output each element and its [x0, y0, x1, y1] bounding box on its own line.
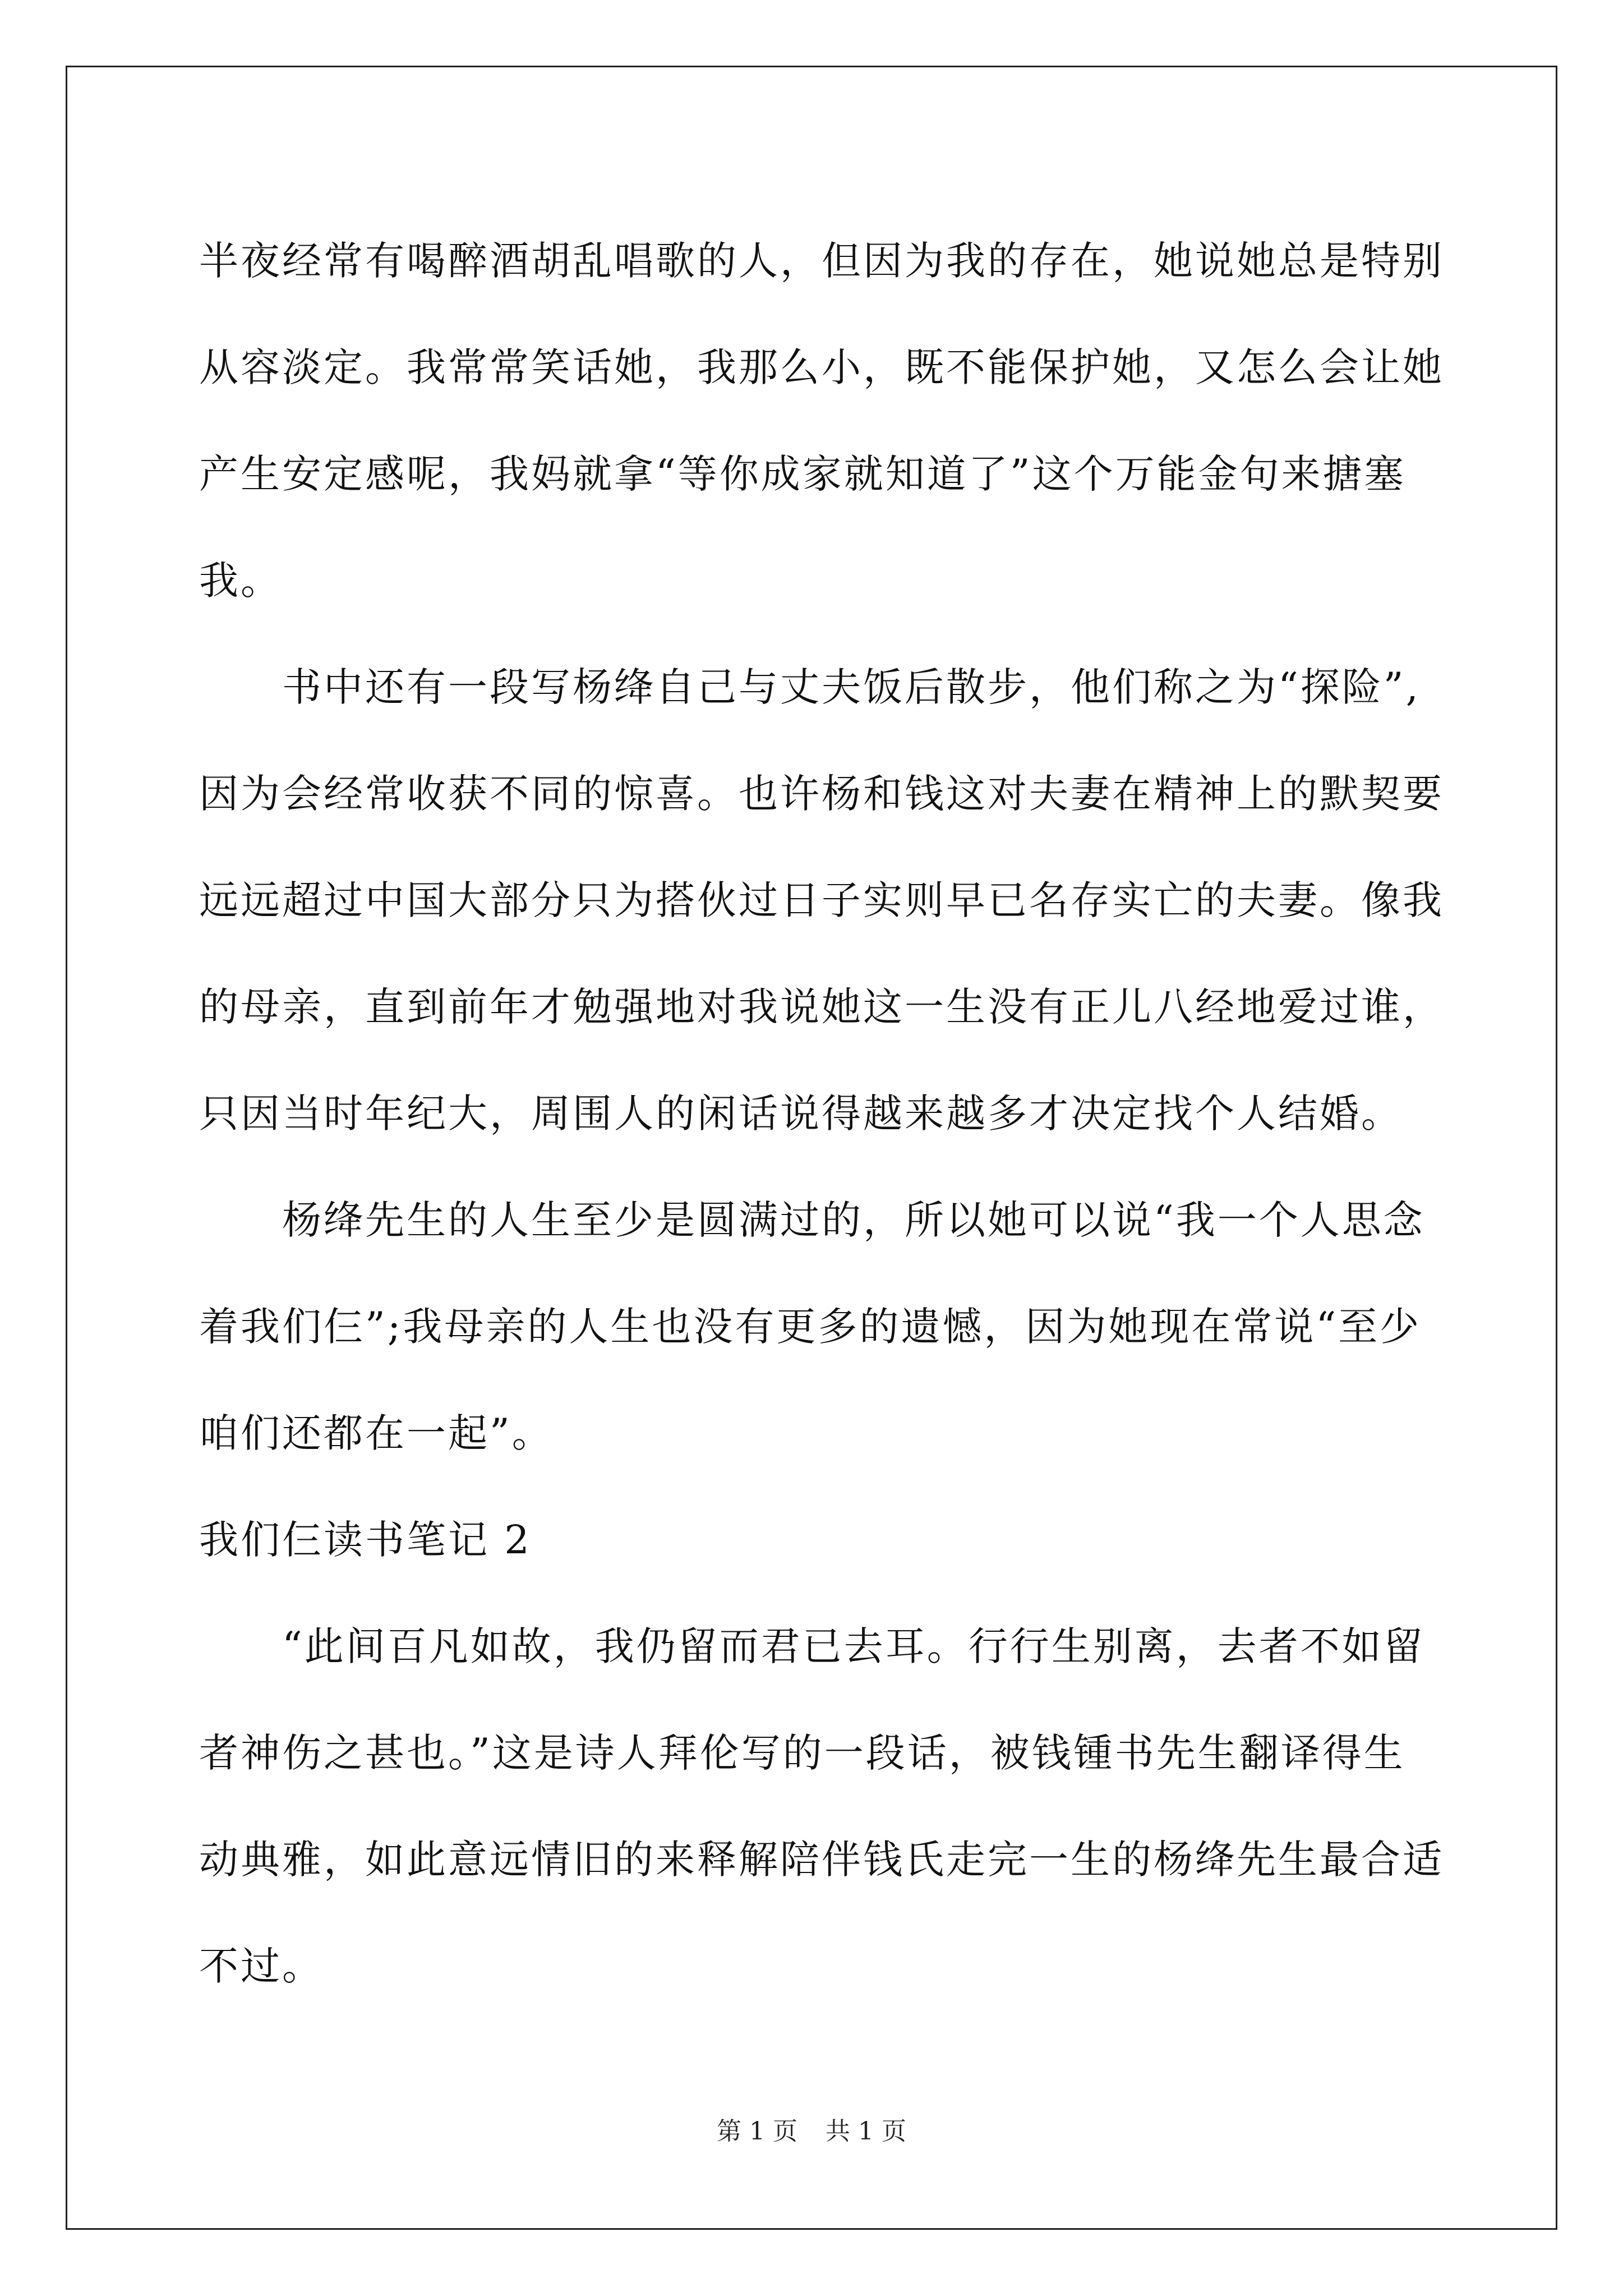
text-line: 着我们仨”;我母亲的人生也没有更多的遗憾，因为她现在常说“至少	[199, 1304, 1422, 1350]
text-line: 者神伤之甚也。”这是诗人拜伦写的一段话，被钱锺书先生翻译得生	[199, 1730, 1405, 1776]
text-line: 远远超过中国大部分只为搭伙过日子实则早已名存实亡的夫妻。像我	[199, 877, 1444, 923]
text-line: 产生安定感呢，我妈就拿“等你成家就知道了”这个万能金句来搪塞	[199, 451, 1406, 497]
page-total: 共 1 页	[826, 2117, 906, 2146]
text-line: 的母亲，直到前年才勉强地对我说她这一生没有正儿八经地爱过谁，	[199, 984, 1444, 1030]
section-heading: 我们仨读书笔记 2	[199, 1517, 532, 1563]
page-number: 第 1 页	[717, 2117, 797, 2146]
text-line: 只因当时年纪大，周围人的闲话说得越来越多才决定找个人结婚。	[199, 1091, 1403, 1137]
text-line: 咱们还都在一起”。	[199, 1410, 554, 1456]
text-line: 半夜经常有喝醉酒胡乱唱歌的人，但因为我的存在，她说她总是特别	[199, 238, 1444, 284]
text-line: 因为会经常收获不同的惊喜。也许杨和钱这对夫妻在精神上的默契要	[199, 771, 1444, 817]
document-body	[199, 208, 1444, 2019]
text-line: 我。	[199, 558, 282, 604]
text-line: 动典雅，如此意远情旧的来释解陪伴钱氏走完一生的杨绛先生最合适	[199, 1837, 1444, 1883]
text-line: 从容淡定。我常常笑话她，我那么小，既不能保护她，又怎么会让她	[199, 344, 1444, 390]
text-line: 杨绛先生的人生至少是圆满过的，所以她可以说“我一个人思念	[199, 1197, 1425, 1243]
text-line: “此间百凡如故，我仍留而君已去耳。行行生别离，去者不如留	[199, 1623, 1425, 1669]
text-line: 不过。	[199, 1943, 324, 1989]
text-line: 书中还有一段写杨绛自己与丈夫饭后散步，他们称之为“探险”,	[199, 664, 1421, 710]
page-footer	[0, 2115, 1623, 2148]
